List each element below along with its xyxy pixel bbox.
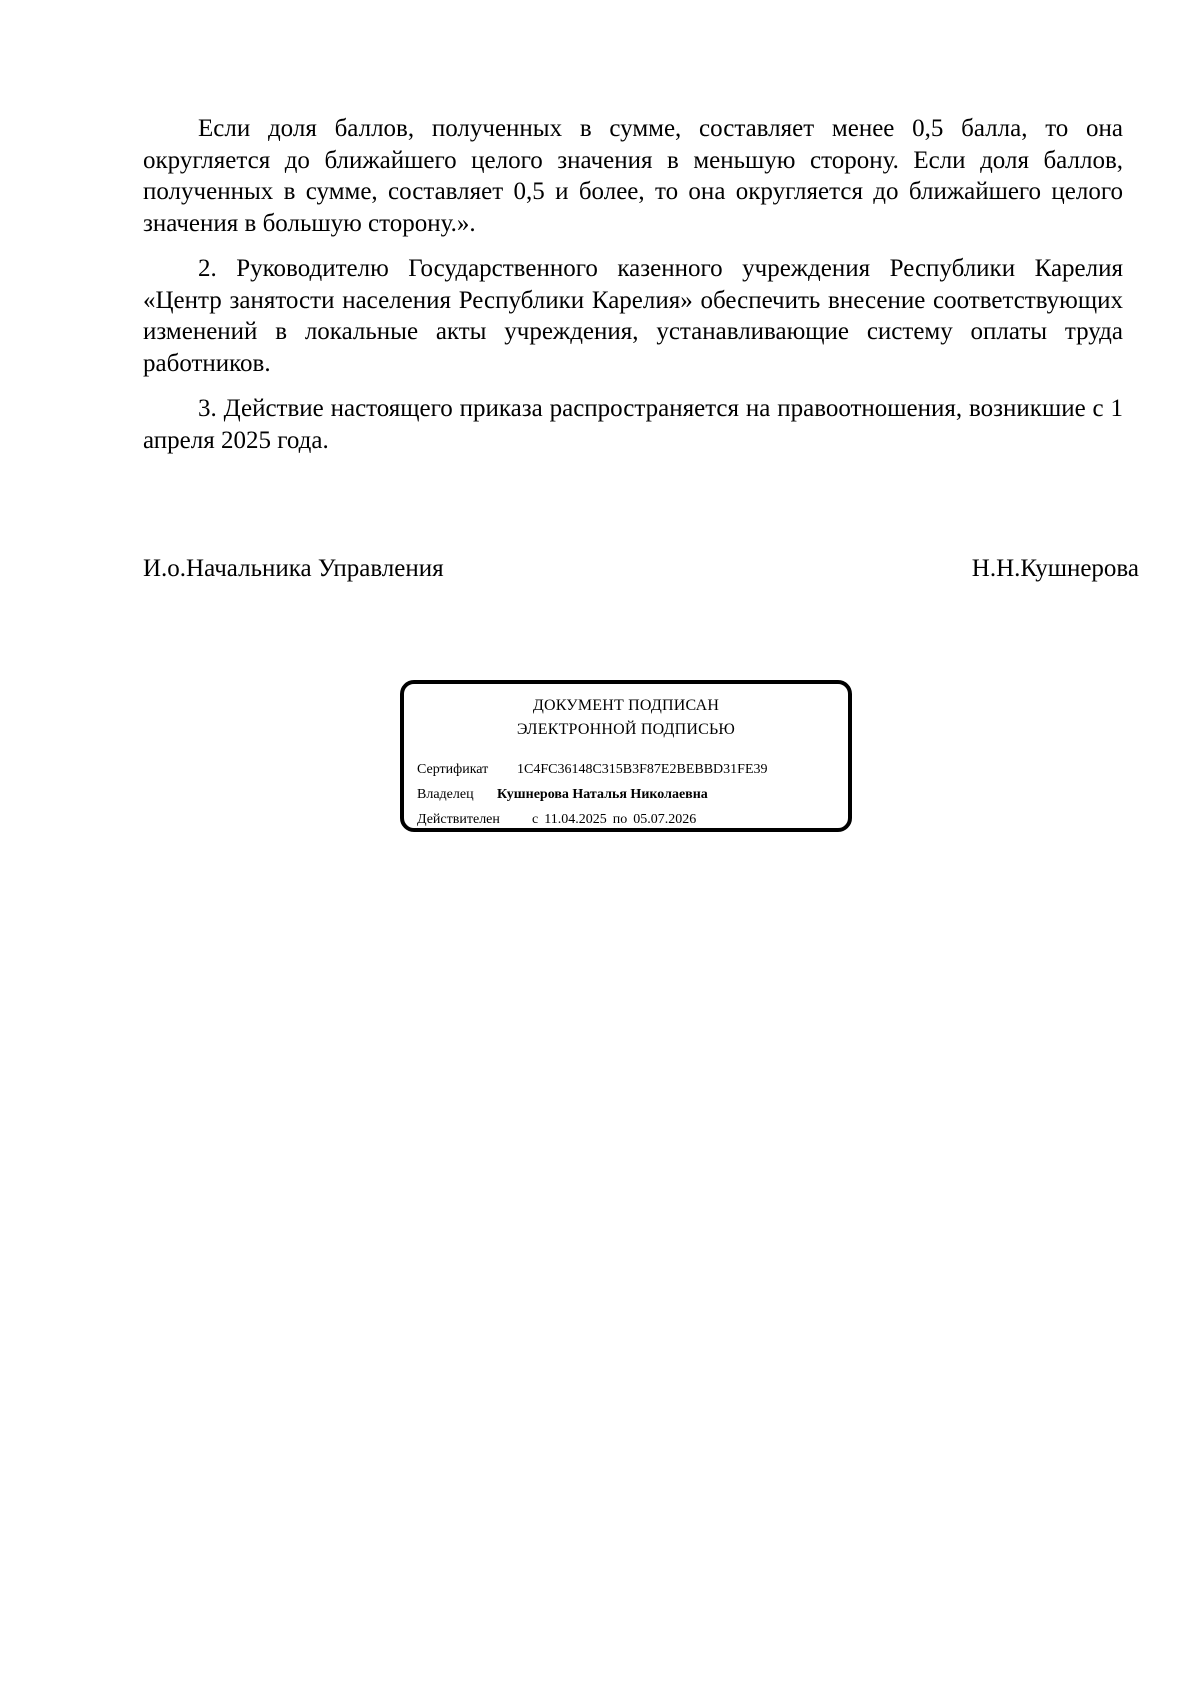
stamp-owner-row — [417, 786, 708, 804]
stamp-title-line1: ДОКУМЕНТ ПОДПИСАН — [532, 697, 720, 714]
stamp-valid-to: 05.07.2026 — [633, 812, 697, 827]
stamp-valid-to-prefix: по — [612, 812, 628, 827]
document-body — [143, 113, 1123, 470]
stamp-owner-label: Владелец — [417, 787, 474, 802]
signatory-name: Н.Н.Кушнерова — [971, 555, 1139, 582]
stamp-validity-row — [417, 811, 696, 829]
stamp-certificate-label: Сертификат — [417, 762, 489, 777]
stamp-validity-label: Действителен — [417, 812, 500, 827]
stamp-certificate-row — [417, 761, 768, 779]
electronic-signature-stamp — [400, 680, 852, 832]
stamp-title-line2: ЭЛЕКТРОННОЙ ПОДПИСЬЮ — [516, 721, 736, 738]
stamp-valid-from: 11.04.2025 — [544, 812, 607, 827]
paragraph-item-3: 3. Действие настоящего приказа распространяется на правоотношения, возникшие с 1 апреля 2025 года. — [143, 395, 1123, 454]
stamp-owner-value: Кушнерова Наталья Николаевна — [497, 787, 708, 802]
signatory-position: И.о.Начальника Управления — [143, 555, 444, 582]
stamp-valid-from-prefix: с — [532, 812, 539, 827]
stamp-certificate-value: 1C4FC36148C315B3F87E2BEBBD31FE39 — [517, 762, 768, 777]
paragraph-rounding-rule: Если доля баллов, полученных в сумме, составляет менее 0,5 балла, то она округляется до ближайшего целого значения в меньшую сторону. Если доля баллов, полученных в сумме, составляет 0,5 и более, то она округляется до ближайшего целого значения в большую сторону.». — [143, 115, 1123, 237]
paragraph-item-2: 2. Руководителю Государственного казенного учреждения Республики Карелия «Центр занятости населения Республики Карелия» обеспечить внесение соответствующих изменений в локальные акты учреждения, устанавливающие систему оплаты труда работников. — [143, 255, 1123, 377]
